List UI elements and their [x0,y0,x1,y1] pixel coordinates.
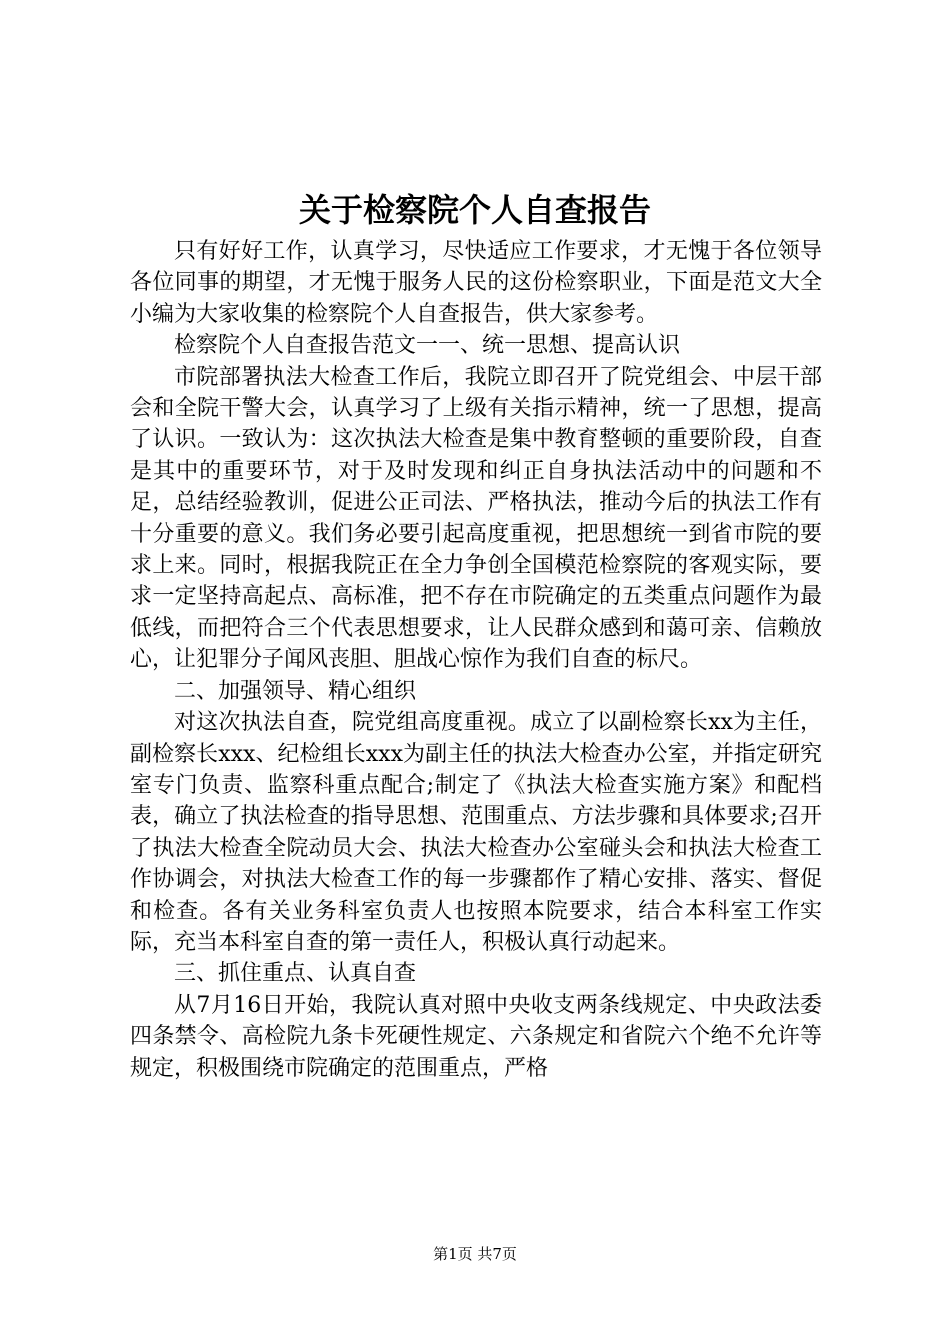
body-paragraph-1: 市院部署执法大检查工作后，我院立即召开了院党组会、中层干部会和全院干警大会，认真学习了上级有关指示精神，统一了思想，提高了认识。一致认为：这次执法大检查是集中教育整顿的重要阶段，自查是其中的重要环节，对于及时发现和纠正自身执法活动中的问题和不足，总结经验教训，促进公正司法、严格执法，推动今后的执法工作有十分重要的意义。我们务必要引起高度重视，把思想统一到省市院的要求上来。同时，根据我院正在全力争创全国模范检察院的客观实际，要求一定坚持高起点、高标准，把不存在市院确定的五类重点问题作为最低线，而把符合三个代表思想要求，让人民群众感到和蔼可亲、信赖放心，让犯罪分子闻风丧胆、胆战心惊作为我们自查的标尺。 [130,364,822,673]
intro-paragraph: 只有好好工作，认真学习，尽快适应工作要求，才无愧于各位领导各位同事的期望，才无愧于服务人民的这份检察职业，下面是范文大全小编为大家收集的检察院个人自查报告，供大家参考。 [130,239,822,327]
page-number-footer: 第1页 共7页 [433,1245,517,1263]
document-title: 关于检察院个人自查报告 [298,191,651,229]
section-heading-3: 三、抓住重点、认真自查 [174,961,417,987]
body-paragraph-3: 从7月16日开始，我院认真对照中央收支两条线规定、中央政法委四条禁令、高检院九条卡死硬性规定、六条规定和省院六个绝不允许等规定，积极围绕市院确定的范围重点，严格 [130,992,822,1081]
section-heading-2: 二、加强领导、精心组织 [174,678,417,704]
document-body [130,236,822,1084]
section-heading-1: 检察院个人自查报告范文一一、统一思想、提高认识 [174,333,681,359]
body-paragraph-2: 对这次执法自查，院党组高度重视。成立了以副检察长xx为主任，副检察长xxx、纪检组长xxx为副主任的执法大检查办公室，并指定研究室专门负责、监察科重点配合;制定了《执法大检查实施方案》和配档表，确立了执法检查的指导思想、范围重点、方法步骤和具体要求;召开了执法大检查全院动员大会、执法大检查办公室碰头会和执法大检查工作协调会，对执法大检查工作的每一步骤都作了精心安排、落实、督促和检查。各有关业务科室负责人也按照本院要求，结合本科室工作实际，充当本科室自查的第一责任人，积极认真行动起来。 [130,710,822,955]
